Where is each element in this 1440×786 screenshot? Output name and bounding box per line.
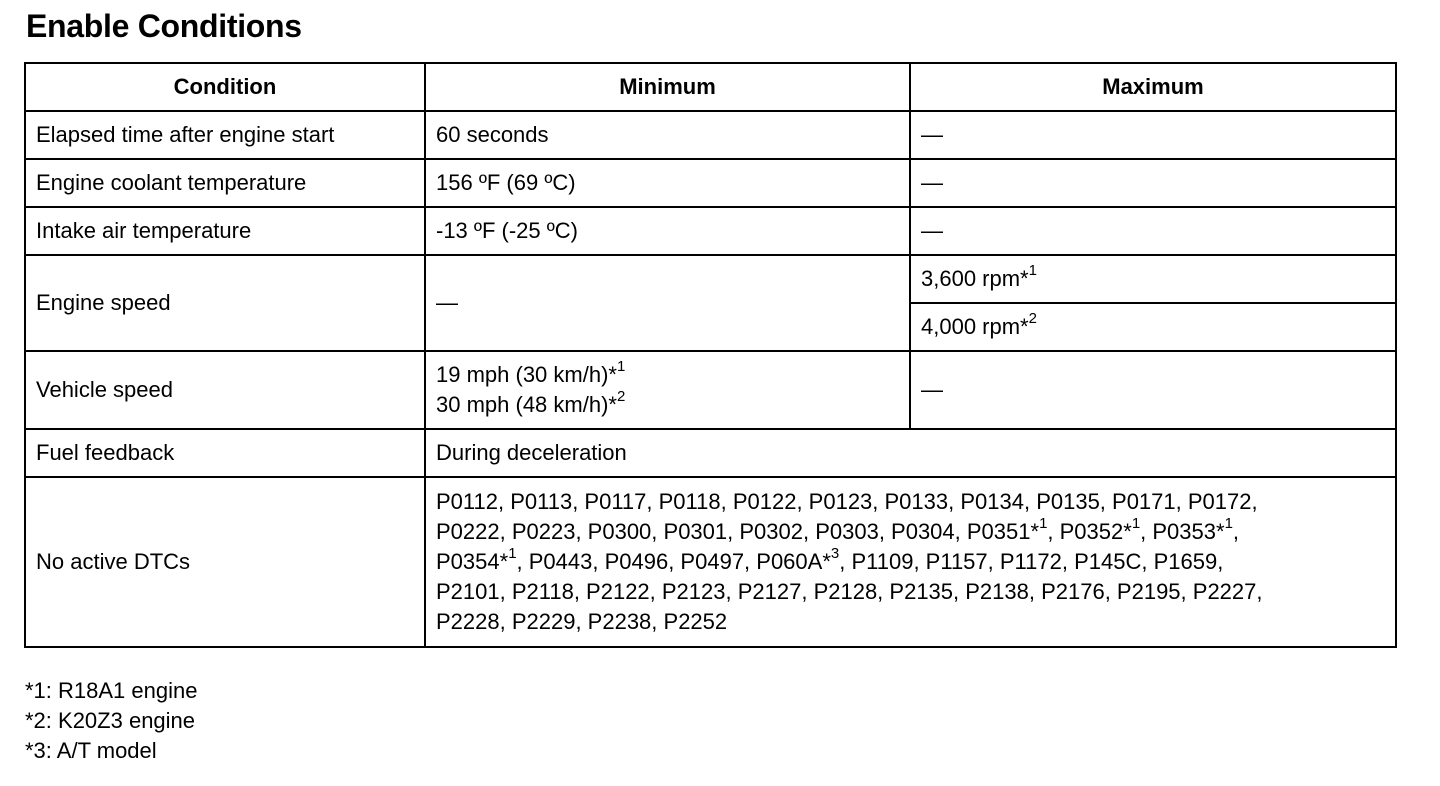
footnote-ref: 1 [1028, 261, 1037, 279]
table-row [25, 207, 1396, 255]
footnote-ref: 3 [830, 544, 840, 562]
dtc-text: P0222, P0223, P0300, P0301, P0302, P0303, P0304, P0351* [436, 519, 1040, 544]
maximum-cell: — [910, 111, 1396, 159]
maximum-cell: — [910, 159, 1396, 207]
dtc-line [436, 544, 1385, 577]
footnote-ref: 2 [616, 387, 626, 405]
maximum-cell [910, 255, 1396, 303]
dtc-text: , [1232, 519, 1240, 544]
table-row [25, 351, 1396, 429]
footnote-2: *2: K20Z3 engine [25, 708, 196, 733]
table-row [25, 111, 1396, 159]
dtc-text: , P0443, P0496, P0497, P060A* [516, 549, 831, 574]
dtc-line: P0112, P0113, P0117, P0118, P0122, P0123, P0133, P0134, P0135, P0171, P0172, [436, 489, 1258, 514]
footnotes [25, 676, 197, 766]
dtc-text: , P0352* [1047, 519, 1132, 544]
dtc-text: , P1109, P1157, P1172, P145C, P1659, [839, 549, 1224, 574]
minimum-cell: -13 ºF (-25 ºC) [425, 207, 910, 255]
footnote-ref: 1 [1039, 514, 1048, 532]
minimum-cell: 60 seconds [425, 111, 910, 159]
value-cell: During deceleration [425, 429, 1396, 477]
minimum-value: 19 mph (30 km/h)* [436, 362, 617, 387]
footnote-1: *1: R18A1 engine [25, 678, 198, 703]
page-title: Enable Conditions [26, 8, 302, 44]
dtc-text: P0354* [436, 549, 509, 574]
footnote-3: *3: A/T model [25, 738, 157, 763]
condition-cell: Engine coolant temperature [25, 159, 425, 207]
dtc-list-cell [425, 477, 1396, 647]
maximum-value: 4,000 rpm* [921, 314, 1029, 339]
minimum-line [436, 387, 899, 420]
table-row [25, 159, 1396, 207]
condition-cell: Elapsed time after engine start [25, 111, 425, 159]
minimum-value: 30 mph (48 km/h)* [436, 392, 617, 417]
maximum-value: 3,600 rpm* [921, 266, 1029, 291]
condition-cell: No active DTCs [25, 477, 425, 647]
footnote-ref: 1 [1131, 514, 1141, 532]
table-row [25, 429, 1396, 477]
condition-cell: Intake air temperature [25, 207, 425, 255]
table-header-row [25, 63, 1396, 111]
maximum-cell [910, 303, 1396, 351]
enable-conditions-table [24, 62, 1397, 648]
header-condition: Condition [25, 63, 425, 111]
condition-cell: Fuel feedback [25, 429, 425, 477]
condition-cell: Engine speed [25, 255, 425, 351]
condition-cell: Vehicle speed [25, 351, 425, 429]
table-row [25, 255, 1396, 303]
minimum-cell: — [425, 255, 910, 351]
minimum-cell: 156 ºF (69 ºC) [425, 159, 910, 207]
maximum-cell: — [910, 207, 1396, 255]
maximum-cell: — [910, 351, 1396, 429]
footnote-ref: 1 [1224, 514, 1233, 532]
table-row [25, 477, 1396, 647]
header-maximum: Maximum [910, 63, 1396, 111]
dtc-text: , P0353* [1140, 519, 1225, 544]
footnote-ref: 1 [508, 544, 517, 562]
header-minimum: Minimum [425, 63, 910, 111]
minimum-line [436, 357, 899, 390]
footnote-ref: 2 [1028, 309, 1037, 327]
dtc-line: P2228, P2229, P2238, P2252 [436, 609, 728, 634]
dtc-line: P2101, P2118, P2122, P2123, P2127, P2128, P2135, P2138, P2176, P2195, P2227, [436, 579, 1263, 604]
footnote-ref: 1 [616, 357, 626, 375]
dtc-line [436, 514, 1385, 547]
minimum-cell [425, 351, 910, 429]
